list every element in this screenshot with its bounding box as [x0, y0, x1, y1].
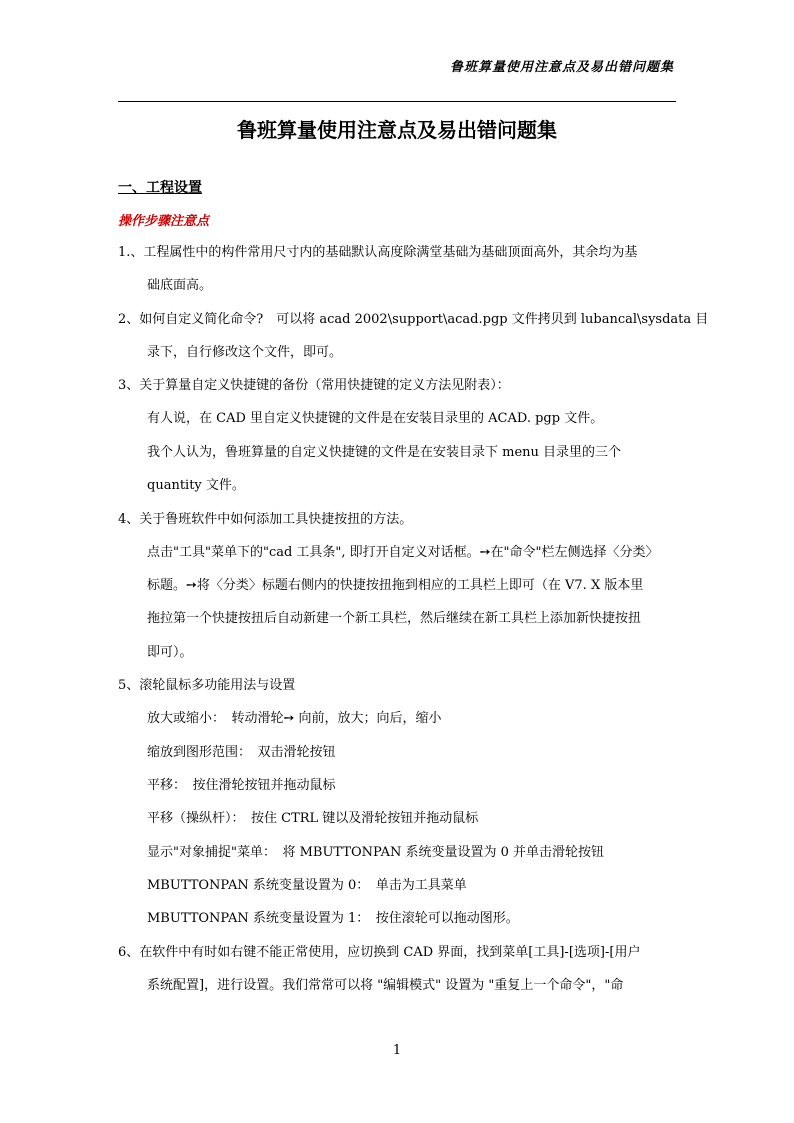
- page-number: 1: [392, 1043, 402, 1058]
- body-line: 1.、工程属性中的构件常用尺寸内的基础默认高度除满堂基础为基础顶面高外，其余均为基: [118, 245, 638, 260]
- body-line: 础底面高。: [147, 278, 213, 293]
- body-line: 6、在软件中有时如右键不能正常使用，应切换到 CAD 界面，找到菜单[工具]-[选项]-[用户: [118, 945, 641, 960]
- body-line: 5、滚轮鼠标多功能用法与设置: [118, 678, 296, 693]
- body-line: 有人说，在 CAD 里自定义快捷键的文件是在安装目录里的 ACAD. pgp 文件。: [147, 411, 604, 426]
- body-line: 4、关于鲁班软件中如何添加工具快捷按扭的方法。: [118, 512, 413, 527]
- body-line: 拖拉第一个快捷按扭后自动新建一个新工具栏，然后继续在新工具栏上添加新快捷按扭: [147, 611, 642, 626]
- header-rule: [118, 101, 676, 102]
- subheading: 操作步骤注意点: [118, 214, 210, 229]
- body-line: 平移（操纵杆）： 按住 CTRL 键以及滑轮按钮并拖动鼠标: [147, 811, 479, 826]
- body-line: 我个人认为，鲁班算量的自定义快捷键的文件是在安装目录下 menu 目录里的三个: [147, 445, 622, 460]
- body-line: 2、如何自定义简化命令? 可以将 acad 2002\support\acad.pgp 文件拷贝到 lubancal\sysdata 目: [118, 312, 709, 327]
- body-line: quantity 文件。: [147, 478, 245, 493]
- body-line: 系统配置]，进行设置。我们常常可以将 "编辑模式" 设置为 "重复上一个命令"，"命: [147, 978, 624, 993]
- body-line: 放大或缩小： 转动滑轮➙ 向前，放大；向后，缩小: [147, 711, 442, 726]
- body-line: 显示"对象捕捉"菜单： 将 MBUTTONPAN 系统变量设置为 0 并单击滑轮按钮: [147, 845, 605, 860]
- body-line: 3、关于算量自定义快捷键的备份（常用快捷键的定义方法见附表）：: [118, 378, 510, 393]
- body-line: 标题。➙将〈分类〉标题右侧内的快捷按扭拖到相应的工具栏上即可（在 V7. X 版本里: [147, 578, 644, 593]
- body-line: 录下，自行修改这个文件，即可。: [147, 345, 343, 360]
- document-title: 鲁班算量使用注意点及易出错问题集: [237, 118, 557, 142]
- body-line: 缩放到图形范围： 双击滑轮按钮: [147, 745, 336, 760]
- body-line: MBUTTONPAN 系统变量设置为 1： 按住滚轮可以拖动图形。: [147, 911, 519, 926]
- running-header: 鲁班算量使用注意点及易出错问题集: [449, 60, 674, 75]
- body-line: 点击"工具"菜单下的"cad 工具条", 即打开自定义对话框。➙在"命令"栏左侧选择〈分类〉: [147, 545, 659, 560]
- body-line: MBUTTONPAN 系统变量设置为 0： 单击为工具菜单: [147, 878, 467, 893]
- body-line: 平移： 按住滑轮按钮并拖动鼠标: [147, 778, 336, 793]
- body-line: 即可）。: [147, 645, 193, 660]
- section-heading: 一、工程设置: [118, 180, 202, 196]
